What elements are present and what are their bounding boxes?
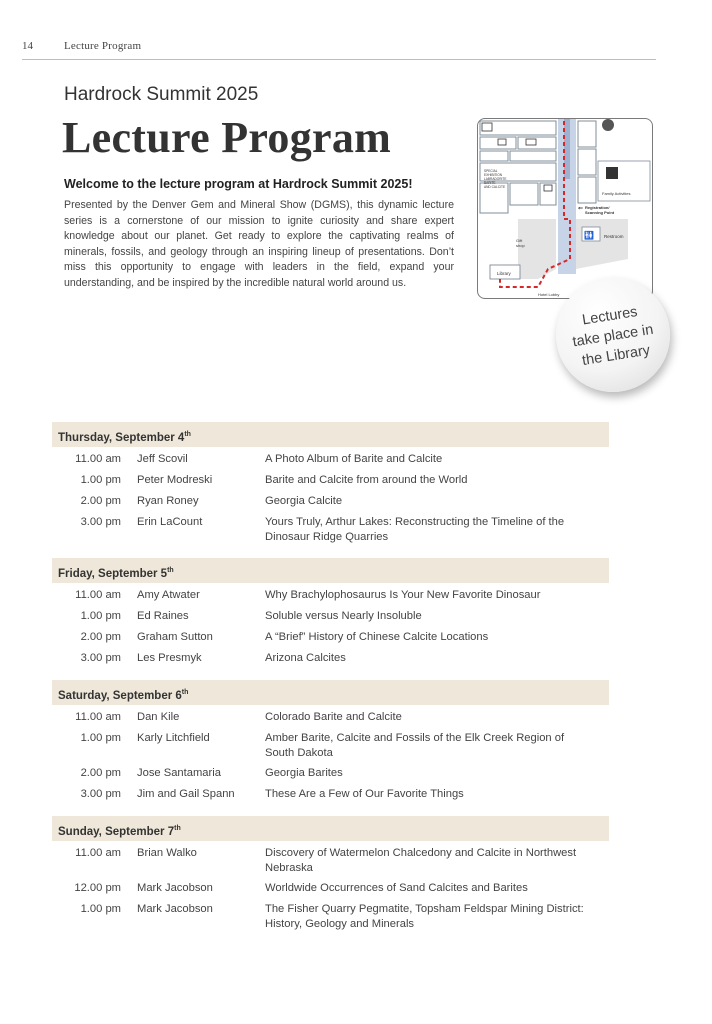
session-speaker: Erin LaCount: [137, 516, 203, 528]
session-speaker: Amy Atwater: [137, 589, 200, 601]
session-time: 11.00 am: [75, 847, 121, 859]
session-row: [52, 731, 609, 766]
session-title: Georgia Calcite: [265, 495, 343, 507]
svg-text:EXHIBITION: EXHIBITION: [484, 173, 503, 177]
session-title: These Are a Few of Our Favorite Things: [265, 788, 464, 800]
session-title: Worldwide Occurrences of Sand Calcites and Barites: [265, 882, 528, 894]
session-row: [52, 881, 609, 902]
day-heading: Friday, September 5th: [52, 558, 609, 583]
session-time: 11.00 am: [75, 711, 121, 723]
session-time: 11.00 am: [75, 589, 121, 601]
session-time: 11.00 am: [75, 453, 121, 465]
session-time: 3.00 pm: [80, 652, 121, 664]
session-title: Barite and Calcite from around the World: [265, 474, 468, 486]
registration-arrow-icon: ⇐: [578, 206, 584, 212]
svg-text:LABRADORITE: LABRADORITE: [484, 177, 507, 181]
session-row: [52, 473, 609, 494]
session-time: 1.00 pm: [80, 903, 121, 915]
session-speaker: Peter Modreski: [137, 474, 213, 486]
session-speaker: Jim and Gail Spann: [137, 788, 235, 800]
session-speaker: Ed Raines: [137, 610, 189, 622]
session-title: A “Brief” History of Chinese Calcite Locations: [265, 631, 489, 643]
session-title: Colorado Barite and Calcite: [265, 711, 402, 723]
day-heading: Sunday, September 7th: [52, 816, 609, 841]
session-title: Amber Barite, Calcite and Fossils of the Elk Creek Region of South Dakota: [265, 732, 565, 759]
session-row: [52, 651, 609, 672]
session-speaker: Jose Santamaria: [137, 767, 221, 779]
page-header: [22, 40, 656, 60]
session-title: Soluble versus Nearly Insoluble: [265, 610, 422, 622]
session-speaker: Brian Walko: [137, 847, 197, 859]
session-row: [52, 766, 609, 787]
svg-text:shop: shop: [516, 243, 525, 248]
welcome-heading: Welcome to the lecture program at Hardrock Summit 2025!: [64, 177, 413, 191]
session-row: [52, 846, 609, 881]
session-row: [52, 710, 609, 731]
session-time: 2.00 pm: [80, 767, 121, 779]
session-time: 1.00 pm: [80, 610, 121, 622]
session-title: The Fisher Quarry Pegmatite, Topsham Feldspar Mining District: History, Geology and Minerals: [265, 903, 584, 930]
svg-text:Library: Library: [497, 271, 511, 276]
day-heading: Thursday, September 4th: [52, 422, 609, 447]
day-block: [52, 422, 609, 550]
svg-text:Gift: Gift: [516, 238, 523, 243]
session-speaker: Ryan Roney: [137, 495, 199, 507]
svg-text:SPECIAL: SPECIAL: [484, 169, 498, 173]
session-speaker: Graham Sutton: [137, 631, 213, 643]
day-block: [52, 558, 609, 672]
intro-paragraph: Presented by the Denver Gem and Mineral Show (DGMS), this dynamic lecture series is a cornerstone of our mission to ignite curiosity and share expert knowledge about our planet. Get ready to explore the captivating realms of minerals, fossils, and geology through an inspiring lineup of presentations. Don’t miss this opportunity to engage with leaders in the field, expand your understanding, and be inspired by the incredible natural world around us.: [64, 199, 454, 289]
session-speaker: Karly Litchfield: [137, 732, 210, 744]
session-speaker: Jeff Scovil: [137, 453, 188, 465]
family-activities-icon: [606, 167, 618, 179]
session-speaker: Mark Jacobson: [137, 882, 213, 894]
svg-text:Hotel Lobby: Hotel Lobby: [538, 292, 560, 297]
session-title: Why Brachylophosaurus Is Your New Favorite Dinosaur: [265, 589, 541, 601]
day-block: [52, 816, 609, 937]
session-row: [52, 902, 609, 937]
session-title: Discovery of Watermelon Chalcedony and Calcite in Northwest Nebraska: [265, 847, 577, 874]
callout-line-2: take place in: [571, 321, 655, 351]
session-row: [52, 515, 609, 550]
session-row: [52, 609, 609, 630]
page-title: Lecture Program: [62, 113, 392, 162]
session-speaker: Dan Kile: [137, 711, 180, 723]
svg-text:Restroom: Restroom: [604, 234, 624, 239]
callout-line-3: the Library: [581, 342, 652, 370]
session-row: [52, 588, 609, 609]
event-supertitle: Hardrock Summit 2025: [64, 84, 259, 105]
session-time: 2.00 pm: [80, 495, 121, 507]
session-time: 1.00 pm: [80, 732, 121, 744]
session-title: A Photo Album of Barite and Calcite: [265, 453, 443, 465]
session-time: 12.00 pm: [74, 882, 121, 894]
session-speaker: Mark Jacobson: [137, 903, 213, 915]
session-speaker: Les Presmyk: [137, 652, 202, 664]
session-title: Georgia Barites: [265, 767, 343, 779]
lecture-schedule: [52, 422, 609, 945]
running-title: Lecture Program: [64, 40, 142, 52]
page-number: 14: [22, 40, 33, 52]
session-time: 3.00 pm: [80, 788, 121, 800]
session-row: [52, 452, 609, 473]
session-title: Arizona Calcites: [265, 652, 346, 664]
session-time: 2.00 pm: [80, 631, 121, 643]
svg-text:Scanning Point: Scanning Point: [585, 210, 615, 215]
session-title: Yours Truly, Arthur Lakes: Reconstructing the Timeline of the Dinosaur Ridge Quarries: [265, 516, 565, 543]
library-callout-text: [558, 298, 668, 373]
callout-line-1: Lectures: [581, 303, 639, 329]
day-heading: Saturday, September 6th: [52, 680, 609, 705]
session-row: [52, 494, 609, 515]
svg-text:AND CALCITE: AND CALCITE: [484, 185, 506, 189]
day-block: [52, 680, 609, 808]
session-row: [52, 787, 609, 808]
session-row: [52, 630, 609, 651]
svg-text:Registration/: Registration/: [585, 205, 610, 210]
svg-text:Family Activities: Family Activities: [602, 191, 631, 196]
map-exhibit-blocks: [480, 121, 596, 213]
restroom-icon: 🚻: [584, 231, 594, 240]
session-time: 3.00 pm: [80, 516, 121, 528]
map-top-icon: [602, 119, 614, 131]
svg-text:BARITE: BARITE: [484, 181, 496, 185]
venue-map: [477, 118, 653, 299]
library-callout-bubble: [556, 278, 670, 392]
session-time: 1.00 pm: [80, 474, 121, 486]
